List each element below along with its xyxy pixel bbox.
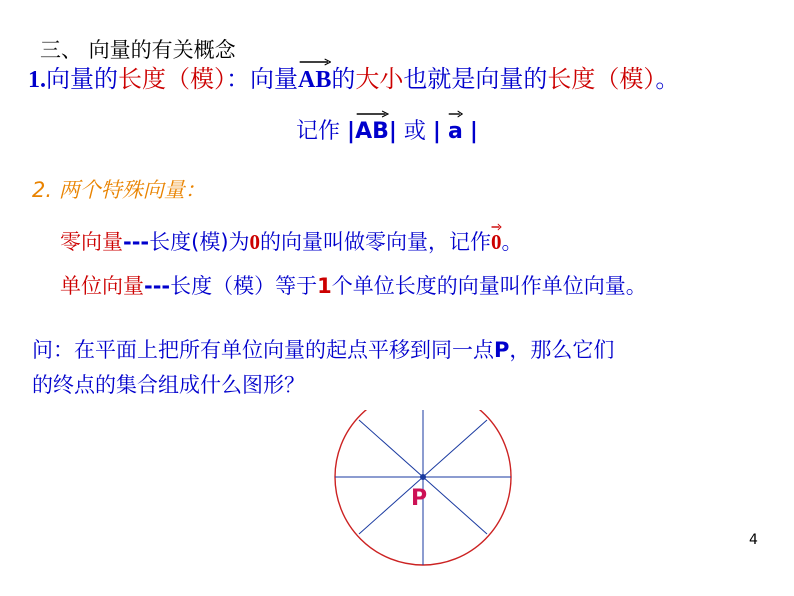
abs-bar: |: [388, 119, 397, 144]
highlight-length: 长度（模）: [118, 65, 226, 93]
text-segment: 的: [331, 65, 356, 93]
text-segment: 问：在平面上把所有单位向量的起点平移到同一点: [32, 338, 494, 362]
text-segment: 个单位长度的向量叫作单位向量。: [331, 274, 647, 298]
value-one: 1: [317, 274, 332, 298]
vector-ab: [355, 119, 389, 144]
text-segment: 的向量叫做零向量，记作: [260, 230, 492, 254]
highlight-size: 大小: [355, 65, 404, 93]
vector-arrow-icon: [448, 110, 463, 118]
abs-bar: |: [432, 119, 441, 144]
section-heading: 三、 向量的有关概念: [40, 38, 236, 62]
term-zero-vector: 零向量: [60, 230, 123, 254]
value-zero: 0: [249, 230, 261, 254]
vector-arrow-icon: [355, 110, 389, 118]
text-segment: 。: [655, 65, 680, 93]
point-p-label: P: [411, 486, 428, 511]
highlight-length: 长度（模）: [547, 65, 656, 93]
vector-a: [448, 119, 463, 144]
center-point: [420, 474, 426, 480]
unit-vector-line: [60, 270, 647, 300]
text-segment: 长度(模)为: [149, 230, 250, 254]
text-segment: 向量的: [46, 65, 118, 93]
text-segment: 记作: [296, 119, 341, 144]
vector-ab: [298, 67, 331, 94]
vector-arrow-icon: [298, 58, 331, 66]
vector-arrow-icon: [491, 223, 502, 231]
abs-bar: |: [347, 119, 356, 144]
zero-vector-symbol: [491, 230, 502, 255]
page-number: 4: [749, 532, 758, 548]
abs-bar: |: [469, 119, 478, 144]
zero-vector-line: [60, 226, 523, 256]
text-segment: 长度（模）等于: [170, 274, 318, 298]
text-segment: 或: [403, 119, 426, 144]
term-unit-vector: 单位向量: [60, 274, 144, 298]
question-line-1: [32, 334, 614, 364]
vector-a-label: a: [447, 119, 463, 144]
notation-line: [296, 114, 478, 145]
item-number: 1.: [28, 67, 46, 93]
text-segment: 也就是向量的: [403, 65, 548, 93]
point-p-inline: P: [494, 338, 510, 362]
dash-separator: ---: [144, 274, 171, 298]
text-segment: ，那么它们: [509, 338, 615, 362]
zero-vector-label: 0: [491, 230, 502, 254]
vector-ab-label: AB: [298, 67, 332, 93]
dash-separator: ---: [123, 230, 150, 254]
special-vectors-heading: 2. 两个特殊向量：: [32, 178, 206, 202]
definition-length-line: [28, 59, 679, 94]
text-segment: ：向量: [226, 65, 298, 93]
question-line-2: 的终点的集合组成什么图形？: [32, 373, 305, 397]
text-segment: 。: [501, 230, 523, 254]
vector-ab-label: AB: [355, 119, 389, 144]
